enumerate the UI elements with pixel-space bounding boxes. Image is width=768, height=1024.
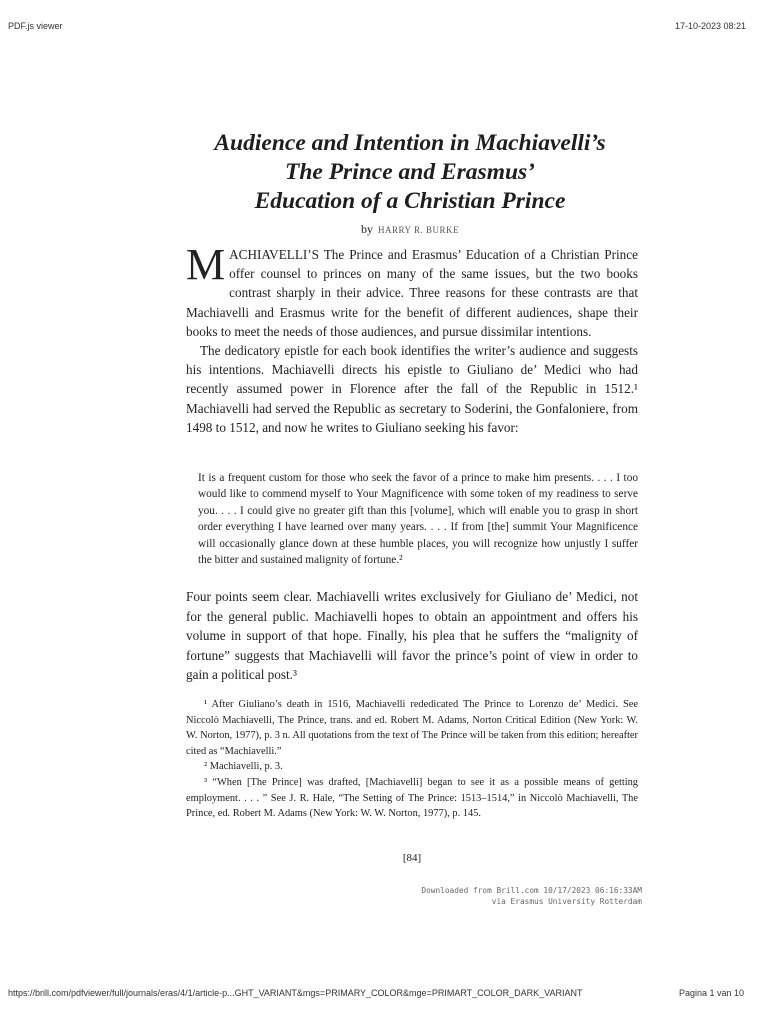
title-line: Audience and Intention in Machiavelli’s <box>214 130 606 156</box>
paragraph-2: The dedicatory epistle for each book identifies the writer’s audience and suggests his intentions. Machiavelli directs his epistle to Giuliano de’ Medici who had recently assumed power in Florence after the fall of the Republic in 1512.¹ Machiavelli had served the Republic as secretary to Soderini, the Gonfaloniere, from 1498 to 1512, and now he writes to Giuliano seeking his favor: <box>186 343 638 435</box>
footnotes <box>186 697 638 822</box>
title-line: The Prince and Erasmus’ <box>284 159 536 185</box>
download-line: via Erasmus University Rotterdam <box>491 897 642 906</box>
drop-cap: M <box>186 240 226 289</box>
print-datetime: 17-10-2023 08:21 <box>674 21 746 31</box>
download-line: Downloaded from Brill.com 10/17/2023 06:16:33AM <box>421 886 642 895</box>
page-count: Pagina 1 van 10 <box>678 988 744 998</box>
paragraph-3: Four points seem clear. Machiavelli writes exclusively for Giuliano de’ Medici, not for the general public. Machiavelli hopes to obtain an appointment and offers his volume in support of that hope. Finally, his plea that he suffers the “malignity of fortune” suggests that Machiavelli will favor the prince’s point of view in order to gain a political post.³ <box>186 589 638 683</box>
body-paragraphs <box>186 240 638 437</box>
app-title: PDF.js viewer <box>8 21 63 31</box>
print-header <box>0 0 768 40</box>
document-page <box>0 40 768 985</box>
paragraph-1-text: ACHIAVELLI’S The Prince and Erasmus’ Education of a Christian Prince offer counsel to princes on many of the same issues, but the two books contrast sharply in their advice. Three reasons for these contrasts are that Machiavelli and Erasmus write for the benefit of different audiences, shape their books to meet the needs of those audiences, and pursue dissimilar intentions. <box>186 247 638 339</box>
footnote: ² Machiavelli, p. 3. <box>204 761 283 773</box>
page-number: [84] <box>402 852 422 864</box>
page-url: https://brill.com/pdfviewer/full/journals/eras/4/1/article-p...GHT_VARIANT&mgs=PRIMARY_COLOR&mge=PRIMART_COLOR_DARK_VARIANT <box>8 988 583 998</box>
article-title <box>150 129 670 216</box>
byline <box>150 222 670 237</box>
paragraph-1 <box>186 240 638 341</box>
block-quote: It is a frequent custom for those who seek the favor of a prince to make him presents. . . . I too would like to commend myself to Your Magnificence with some token of my readiness to serve you. . . . I could give no greater gift than this [volume], which will enable you to grasp in short order everything I have learned over many years. . . . If from [the] summit Your Magnificence will occasionally glance down at these humble places, you will recognize how unjustly I suffer the bitter and sustained malignity of fortune.² <box>198 472 638 567</box>
author-name: HARRY R. BURKE <box>378 225 459 235</box>
byline-prefix: by <box>361 222 374 236</box>
download-notice <box>421 885 642 907</box>
title-line: Education of a Christian Prince <box>254 188 566 214</box>
footnote: ³ “When [The Prince] was drafted, [Machiavelli] began to see it as a possible means of getting employment. . . . ” See J. R. Hale, “The Setting of The Prince: 1513–1514,” in Niccolò Machiavelli, The Prince, ed. Robert M. Adams (New York: W. W. Norton, 1977), p. 145. <box>186 776 638 820</box>
print-footer <box>0 985 768 1024</box>
footnote: ¹ After Giuliano’s death in 1516, Machiavelli rededicated The Prince to Lorenzo de’ Medici. See Niccolò Machiavelli, The Prince, trans. and ed. Robert M. Adams, Norton Critical Edition (New York: W. W. Norton, 1977), p. 3 n. All quotations from the text of The Prince will be taken from this edition; hereafter cited as “Machiavelli.” <box>186 699 638 757</box>
